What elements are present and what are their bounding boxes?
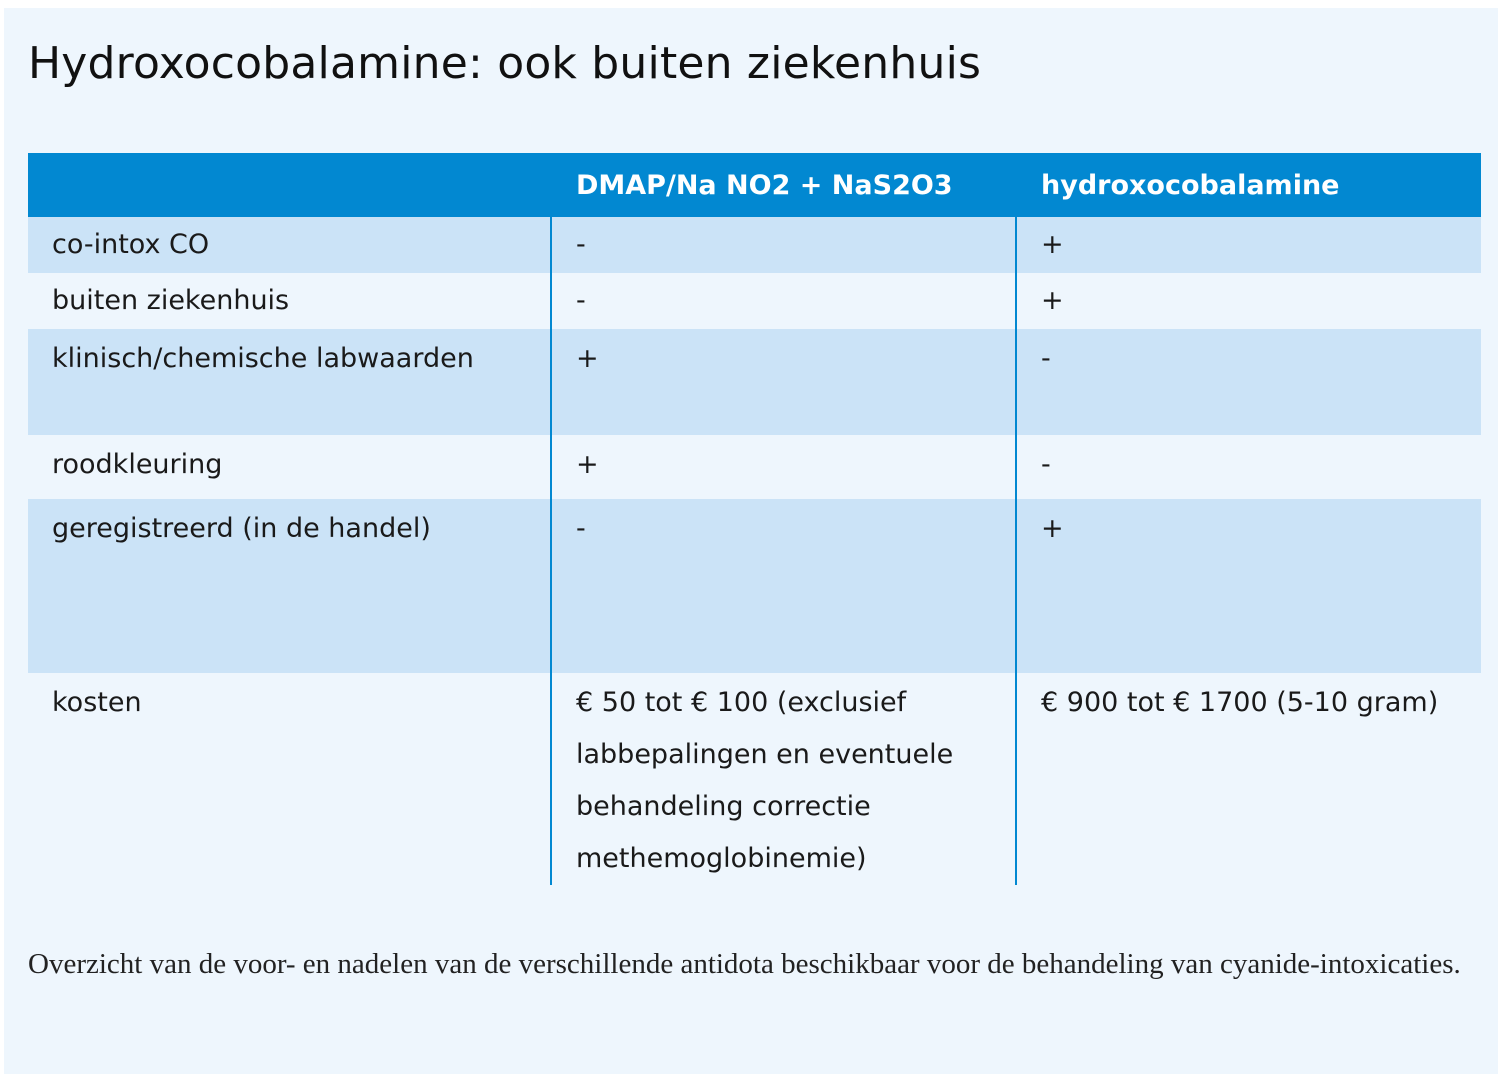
dmap-value: - (551, 273, 1016, 329)
dmap-value: + (551, 435, 1016, 499)
dmap-value: € 50 tot € 100 (exclusief labbepalingen en eventuele behandeling correctie methemoglobinemie) (551, 673, 1016, 885)
header-hydroxocobalamine: hydroxocobalamine (1016, 153, 1481, 217)
hydroxo-value: + (1016, 273, 1481, 329)
figure-caption: Overzicht van de voor- en nadelen van de verschillende antidota beschikbaar voor de behandeling van cyanide-intoxicaties. (28, 948, 1461, 980)
table-header-row (28, 153, 1481, 217)
hydroxo-value: + (1016, 217, 1481, 273)
table-row (28, 499, 1481, 673)
row-label: buiten ziekenhuis (52, 285, 290, 316)
header-dmap: DMAP/Na NO2 + NaS2O3 (551, 153, 1016, 217)
page-title: Hydroxocobalamine: ook buiten ziekenhuis (28, 38, 982, 89)
row-label: co-intox CO (28, 217, 551, 273)
dmap-value: + (551, 329, 1016, 435)
dmap-value: - (551, 499, 1016, 673)
row-label: roodkleuring (52, 449, 223, 480)
table-row (28, 435, 1481, 499)
comparison-table (28, 153, 1481, 885)
dmap-value: - (551, 217, 1016, 273)
row-label: geregistreerd (in de handel) (28, 499, 551, 673)
hydroxo-value: - (1016, 329, 1481, 435)
hydroxo-value: € 900 tot € 1700 (5-10 gram) (1016, 673, 1481, 885)
table-row (28, 673, 1481, 885)
hydroxo-value: + (1016, 499, 1481, 673)
header-criterion (28, 153, 551, 217)
table-row (28, 217, 1481, 273)
table-row (28, 329, 1481, 435)
row-label: kosten (52, 687, 142, 718)
row-label: klinisch/chemische labwaarden (28, 329, 551, 435)
hydroxo-value: - (1016, 435, 1481, 499)
table-row (28, 273, 1481, 329)
